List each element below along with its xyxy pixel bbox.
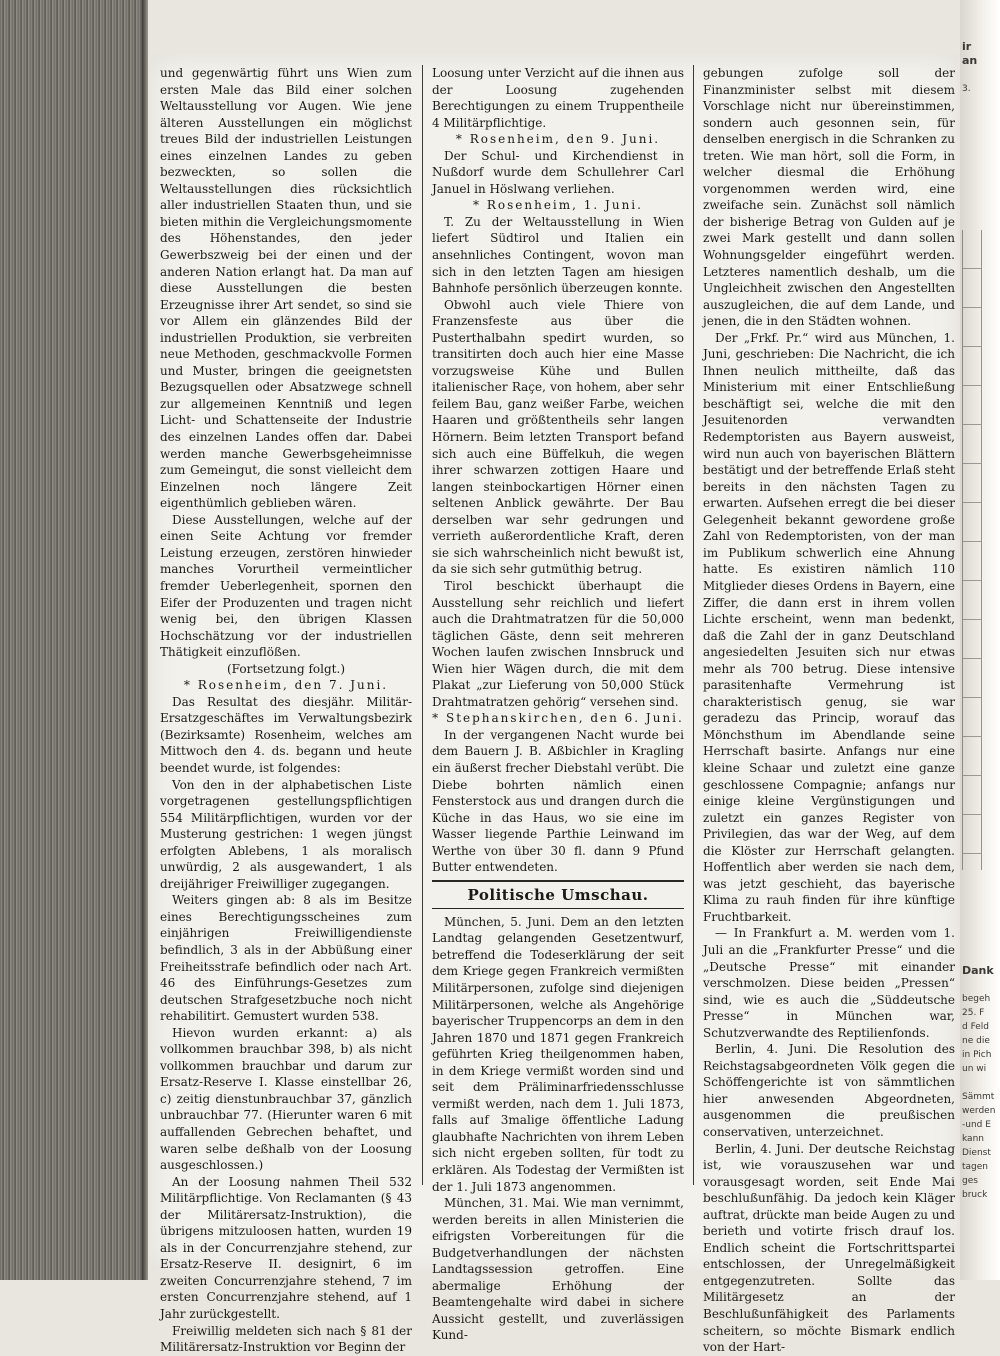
adjacent-page-fragment: [962, 628, 992, 642]
adjacent-page-fragment: [962, 348, 992, 362]
adjacent-page-fragment: [962, 222, 992, 236]
adjacent-page-fragment: ges: [962, 1176, 978, 1186]
article-paragraph: Von den in der alphabetischen Liste vorgetragenen gestellungspflichtigen 554 Militärpflichtigen, wurden vor der Musterung gestrichen: 1 wegen jüngst erfolgten Ablebens, 1 als moralisch unwürdig, 2 als ausgewandert, 1 als dreijähriger Freiwilliger zugegangen.: [160, 777, 412, 891]
adjacent-page-fragment: d Feld: [962, 1022, 990, 1032]
adjacent-page-fragment: [962, 264, 992, 278]
section-rule: [432, 908, 684, 909]
adjacent-page-fragment: [962, 250, 992, 264]
adjacent-page-fragment: [962, 656, 992, 670]
article-paragraph: Tirol beschickt überhaupt die Ausstellung sehr reichlich und liefert auch die Drahtmatratzen für die 50,000 täglichen Gäste, denn seit mehreren Wochen laufen zwischen Innsbruck und Wien hier Wägen durch, die mit dem Plakat „zur Lieferung von 50,000 Stück Drahtmatratzen gehörig“ versehen sind.: [432, 578, 684, 709]
column-left: [160, 65, 412, 1355]
adjacent-page-fragment: [962, 502, 992, 516]
adjacent-page-fragment: [962, 824, 992, 838]
section-heading: Politische Umschau.: [467, 885, 649, 904]
adjacent-page-fragment: [962, 124, 992, 138]
adjacent-page-fragment: [962, 362, 992, 376]
adjacent-page-fragment: [962, 838, 992, 852]
adjacent-page-fragment: [962, 96, 992, 110]
adjacent-page-fragment: [962, 726, 992, 740]
adjacent-page-fragment: [962, 950, 992, 964]
adjacent-page-fragment: [962, 68, 992, 82]
adjacent-page-fragment: [962, 810, 992, 824]
adjacent-page-fragment: [962, 432, 992, 446]
adjacent-page-fragment: [962, 600, 992, 614]
article-paragraph: Loosung unter Verzicht auf die ihnen aus der Loosung zugehenden Berechtigungen zu einem Truppentheile 4 Militärpflichtige.: [432, 66, 684, 130]
adjacent-page-fragment: [962, 530, 992, 544]
article-paragraph: In der vergangenen Nacht wurde bei dem Bauern J. B. Aßbichler in Kragling ein äußerst frecher Diebstahl verübt. Die Diebe bohrten nämlich einen Fensterstock aus und drangen durch die Küche in das Haus, wo sie eine im Wasser liegende Parthie Leinwand im Werthe von über 30 fl. dann 9 Pfund Butter entwendeten.: [432, 727, 684, 875]
section-rule: [432, 880, 684, 882]
article-paragraph: T. Zu der Weltausstellung in Wien liefert Südtirol und Italien ein ansehnliches Contingent, wovon man sich in den letzten Tagen am hiesigen Bahnhofe persönlich überzeugen konnte.: [432, 214, 684, 296]
column-middle: [432, 65, 684, 1343]
dateline: * Rosenheim, den 9. Juni.: [455, 132, 661, 147]
adjacent-page-fragment: an: [962, 54, 978, 67]
adjacent-page-fragment: [962, 908, 992, 922]
adjacent-page-fragment: [962, 236, 992, 250]
adjacent-page-fragment: begeh: [962, 994, 991, 1004]
article-paragraph: München, 5. Juni. Dem an den letzten Landtag gelangenden Gesetzentwurf, betreffend die Todeserklärung der seit dem Kriege gegen Frankreich vermißten Militärpersonen, zufolge sind diejenigen Militärpersonen, welche als Angehörige bayerischer Truppencorps an dem in den Jahren 1870 und 1871 gegen Frankreich geführten Krieg theilgenommen haben, in dem Kriege vermißt worden sind und seit dem Präliminarfriedensschlusse vermißt werden, nach dem 1. Juli 1873, falls auf 3malige öffentliche Ladung glaubhafte Nachrichten von ihrem Leben sich nicht ergeben sollten, für todt zu erklären. Als Todestag der Vermißten ist der 1. Juli 1873 angenommen.: [432, 914, 684, 1194]
adjacent-page-fragment: Dienst: [962, 1148, 991, 1158]
dateline: * Rosenheim, den 7. Juni.: [183, 678, 389, 693]
adjacent-page-fragment: [962, 922, 992, 936]
adjacent-page-fragment: [962, 180, 992, 194]
adjacent-page-fragment: [962, 614, 992, 628]
continuation-note: (Fortsetzung folgt.): [227, 661, 345, 676]
adjacent-page-fragment: [962, 488, 992, 502]
column-divider: [422, 65, 423, 1185]
adjacent-page-fragment: [962, 278, 992, 292]
column-divider: [693, 65, 694, 1185]
adjacent-page-fragment: ir: [962, 40, 972, 53]
adjacent-page-text-fragments: [962, 40, 996, 1200]
article-paragraph: Berlin, 4. Juni. Der deutsche Reichstag ist, wie vorauszusehen war und vorausgesagt worden, seit Ende Mai beschlußunfähig. Da jedoch kein Kläger auftrat, drückte man beide Augen zu und berieth und votirte frisch drauf los. Endlich scheint die Fortschrittspartei entschlossen, der Unregelmäßigkeit entgegenzutreten. Sollte das Militärgesetz an der Beschlußunfähigkeit des Parlaments scheitern, so möchte Bismark endlich von der Hart-: [703, 1141, 955, 1355]
adjacent-page-fragment: [962, 516, 992, 530]
adjacent-page-fragment: [962, 558, 992, 572]
adjacent-page-fragment: werden: [962, 1106, 996, 1116]
adjacent-page-fragment: [962, 292, 992, 306]
article-paragraph: Diese Ausstellungen, welche auf der einen Seite Achtung vor fremder Leistung erzeugen, zerstören hinwieder manches Vorurtheil vermeintlicher fremder Ueberlegenheit, spornen den Eifer der Produzenten und tragen nicht wenig bei, den übrigen Klassen Hochschätzung vor der industriellen Thätigkeit einzuflößen.: [160, 512, 412, 660]
adjacent-page-fragment: un wi: [962, 1064, 987, 1074]
adjacent-page-fragment: ne die: [962, 1036, 990, 1046]
adjacent-page-fragment: [962, 404, 992, 418]
adjacent-page-fragment: [962, 194, 992, 208]
article-paragraph: Berlin, 4. Juni. Die Resolution des Reichstagsabgeordneten Völk gegen die Schöffengerichte ist von sämmtlichen hier anwesenden Abgeordneten, ausgenommen die preußischen conservativen, unterzeichnet.: [703, 1042, 955, 1139]
article-paragraph: An der Loosung nahmen Theil 532 Militärpflichtige. Von Reclamanten (§ 43 der Militärersatz-Instruktion), die übrigens mitzuloosen hatten, wurden 19 als in der Concurrenzjahre stehend, zur Ersatz-Reserve II. designirt, 6 im zweiten Concurrenzjahre stehend, 7 im ersten Concurrenzjahre stehend, auf 1 Jahr zurückgestellt.: [160, 1174, 412, 1322]
adjacent-page-fragment: tagen: [962, 1162, 988, 1172]
article-paragraph: Weiters gingen ab: 8 als im Besitze eines Berechtigungsscheines zum einjährigen Freiwilligendienste befindlich, 3 als in der Abbüßung einer Freiheitsstrafe befindlich oder nach Art. 46 des Einführungs-Gesetzes zum deutschen Strafgesetzbuche noch nicht rehabilitirt. Gemustert wurden 538.: [160, 893, 412, 1024]
adjacent-page-fragment: [962, 768, 992, 782]
article-paragraph: — In Frankfurt a. M. werden vom 1. Juli an die „Frankfurter Presse“ und die „Deutsche Presse“ mit einander verschmolzen. Diese beiden „Pressen“ sind, wie es auch die „Süddeutsche Presse“ in München war, Schutzverwandte des Reptilienfonds.: [703, 926, 955, 1040]
dateline: * Stephanskirchen, den 6. Juni.: [432, 711, 684, 726]
article-paragraph: Der „Frkf. Pr.“ wird aus München, 1. Juni, geschrieben: Die Nachricht, die ich Ihnen neulich mittheilte, daß das Ministerium mit einer Entschließung beschäftigt sei, welche die mit den Jesuitenorden verwandten Redemptoristen aus Bayern ausweist, wird nun auch von bayerischen Blättern bestätigt und der betreffende Erlaß steht bereits in den nächsten Tagen zu erwarten. Aufsehen erregt die bei dieser Gelegenheit bekannt gewordene große Zahl von Redemptoristen, von der man im Publikum schwerlich eine Ahnung hatte. Es existiren nämlich 110 Mitglieder dieses Ordens in Bayern, eine Ziffer, die dann erst in ihrem vollen Lichte erscheint, wenn man bedenkt, daß die Zahl der in ganz Deutschland angesiedelten Jesuiten sich nur etwas mehr als 700 betrug. Diese intensive parasitenhafte Vermehrung ist charakteristisch genug, sie war geradezu das Princip, worauf das Mönchsthum im Abendlande seine Herrschaft basirte. Anfangs nur eine kleine Schaar und zuletzt eine ganze geschlossene Compagnie; anfangs nur einige kleine Vergünstigungen und zuletzt ein ganzes Register von Privilegien, das war der Weg, auf dem die Klöster zur Herrschaft gelangten. Hoffentlich aber werden sie nach dem, was jetzt geschieht, das bayerische Klima zu rauh finden für ihre künftige Fruchtbarkeit.: [703, 330, 955, 924]
adjacent-page-fragment: Sämmt: [962, 1092, 995, 1102]
adjacent-page-fragment: 25. F: [962, 1008, 985, 1018]
adjacent-page-fragment: [962, 544, 992, 558]
article-paragraph: Obwohl auch viele Thiere von Franzensfeste aus über die Pusterthalbahn spedirt wurden, so transitirten doch auch hier eine Masse vorzugsweise Kühe und Bullen italienischer Raçe, von hohem, aber sehr feilem Bau, ganz weißer Farbe, weichen Haaren und größtentheils sehr langen Hörnern. Beim letzten Transport befand sich auch eine Büffelkuh, die wegen ihrer schwarzen zottigen Haare und langen steinbockartigen Hörner einen seltenen Anblick gewährte. Der Bau derselben war sehr gedrungen und verrieth außerordentliche Kraft, deren sie sich wahrscheinlich nicht bewußt ist, da sie sich sehr gutmüthig betrug.: [432, 297, 684, 577]
adjacent-page-fragment: [962, 446, 992, 460]
adjacent-page-fragment: [962, 978, 992, 992]
adjacent-page-fragment: [962, 936, 992, 950]
adjacent-page-fragment: [962, 572, 992, 586]
article-paragraph: Freiwillig meldeten sich nach § 81 der Militärersatz-Instruktion vor Beginn der: [160, 1323, 412, 1355]
adjacent-page-fragment: [962, 152, 992, 166]
article-paragraph: Der Schul- und Kirchendienst in Nußdorf wurde dem Schullehrer Carl Januel in Höslwang verliehen.: [432, 148, 684, 196]
newspaper-page: [150, 55, 958, 1355]
adjacent-page-fragment: [962, 208, 992, 222]
adjacent-page-fragment: [962, 110, 992, 124]
adjacent-page-fragment: [962, 642, 992, 656]
adjacent-page-fragment: [962, 474, 992, 488]
adjacent-page-fragment: [962, 460, 992, 474]
adjacent-page-fragment: [962, 670, 992, 684]
adjacent-page-fragment: in Pich: [962, 1050, 992, 1060]
adjacent-page-fragment: [962, 418, 992, 432]
adjacent-page-fragment: [962, 390, 992, 404]
adjacent-page-fragment: [962, 684, 992, 698]
adjacent-page-fragment: [962, 894, 992, 908]
adjacent-page-fragment: [962, 1076, 992, 1090]
adjacent-page-fragment: [962, 320, 992, 334]
adjacent-page-fragment: [962, 586, 992, 600]
article-paragraph: Das Resultat des diesjähr. Militär-Ersatzgeschäftes im Verwaltungsbezirk (Bezirksamte) Rosenheim, welches am Mittwoch den 4. ds. begann und heute beendet wurde, ist folgendes:: [160, 694, 412, 775]
adjacent-page-fragment: [962, 740, 992, 754]
adjacent-page-fragment: [962, 852, 992, 866]
adjacent-page-fragment: [962, 306, 992, 320]
adjacent-page-fragment: 3.: [962, 84, 971, 94]
adjacent-page-fragment: [962, 866, 992, 880]
dateline: * Rosenheim, 1. Juni.: [473, 198, 643, 213]
book-spine-edge: [0, 0, 148, 1280]
article-paragraph: München, 31. Mai. Wie man vernimmt, werden bereits in allen Ministerien die eifrigsten Vorbereitungen für die Budgetverhandlungen der nächsten Landtagssession getroffen. Eine abermalige Erhöhung der Beamtengehalte wird dabei in sichere Aussicht gestellt, und zuverlässigen Kund-: [432, 1196, 684, 1343]
adjacent-page-fragment: Dank: [962, 964, 994, 977]
adjacent-page-fragment: [962, 166, 992, 180]
adjacent-page-fragment: kann: [962, 1134, 984, 1144]
adjacent-page-fragment: [962, 698, 992, 712]
adjacent-page-fragment: [962, 880, 992, 894]
adjacent-page-fragment: [962, 712, 992, 726]
article-paragraph: Hievon wurden erkannt: a) als vollkommen brauchbar 398, b) als nicht vollkommen brauchbar und darum zur Ersatz-Reserve I. Klasse einstellbar 26, c) zeitig dienstunbrauchbar 37, gänzlich unbrauchbar 77. (Hierunter waren 6 mit auffallenden Gebrechen behaftet, und waren selbe deßhalb von der Loosung ausgeschlossen.): [160, 1025, 412, 1173]
column-right: [703, 65, 955, 1355]
adjacent-page-fragment: [962, 376, 992, 390]
adjacent-page-fragment: [962, 334, 992, 348]
article-paragraph: und gegenwärtig führt uns Wien zum ersten Male das Bild einer solchen Weltausstellung vor Augen. Wie jene älteren Ausstellungen ein möglichst treues Bild der industriellen Leistungen eines einzelnen Landes zu geben bezweckten, so sollen die Weltausstellungen dies rücksichtlich aller industriellen Staaten thun, und sie bieten mithin die Vergleichungsmomente des Höhenstandes, den jeder Gewerbszweig bei der einen und der anderen Nation erlangt hat. Da man auf diese Ausstellungen die besten Erzeugnisse ihrer Art sendet, so sind sie vor Allem ein glänzendes Bild der industriellen Produktion, sie verbreiten neue Methoden, geschmackvolle Formen und Muster, bringen die geeignetsten Bezugsquellen oder Absatzwege schnell zur allgemeinen Kenntniß und legen Licht- und Schattenseite der Industrie des einzelnen Landes offen dar. Dabei werden manche Gewerbsgeheimnisse zum Gemeingut, die sonst vielleicht dem Einzelnen noch längere Zeit eigenthümlich geblieben wären.: [160, 66, 412, 511]
adjacent-page-fragment: [962, 138, 992, 152]
adjacent-page-fragment: [962, 796, 992, 810]
adjacent-page-fragment: [962, 754, 992, 768]
adjacent-page-fragment: bruck: [962, 1190, 988, 1200]
adjacent-page-fragment: -und E: [962, 1120, 991, 1130]
article-paragraph: gebungen zufolge soll der Finanzminister selbst mit diesem Vorschlage nicht nur übereinstimmen, sondern auch gesonnen sein, für denselben energisch in die Schranken zu treten. Wie man hört, soll die Form, in welcher diesmal die Erhöhung vorgenommen werden wird, eine zweifache sein. Zunächst soll nämlich der bisherige Betrag von Gulden auf je zwei Mark gestellt und dann sollen Wohnungsgelder eingeführt werden. Letzteres namentlich deshalb, um die Ungleichheit zwischen den Angestellten auszugleichen, die auf dem Lande, und jenen, die in den Städten wohnen.: [703, 66, 955, 329]
adjacent-page-fragment: [962, 782, 992, 796]
